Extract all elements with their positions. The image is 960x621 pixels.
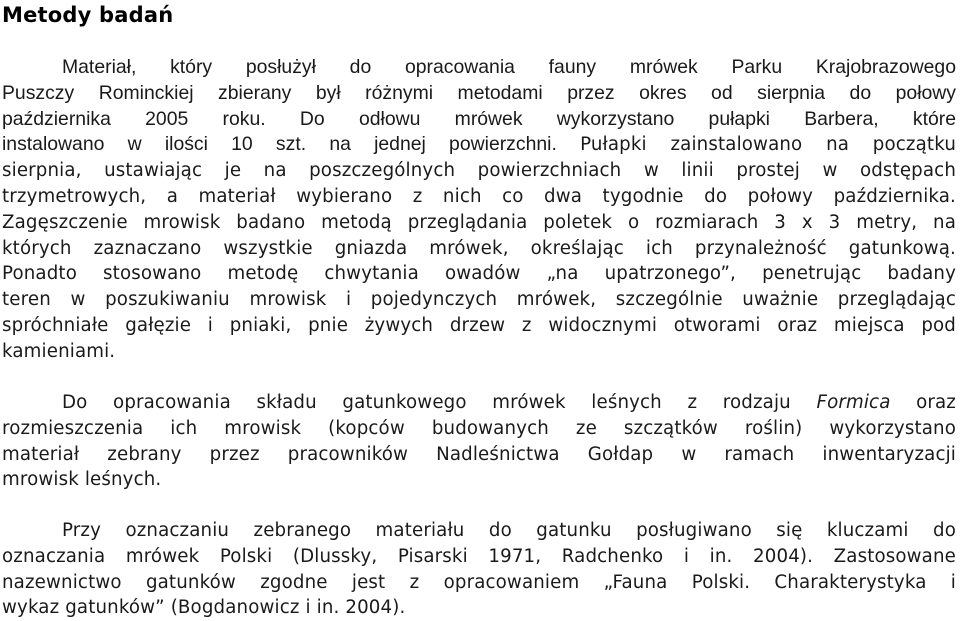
paragraph-line xyxy=(2,261,956,287)
paragraph-line xyxy=(2,236,956,262)
paragraph-line xyxy=(2,595,956,621)
text-segment: Pułapki zainstalowano na początku xyxy=(580,134,957,156)
section-heading: Metody badań xyxy=(2,3,174,27)
paragraph-line xyxy=(2,544,956,570)
text-segment: kamieniami. xyxy=(2,340,116,362)
paragraph-line xyxy=(2,442,956,468)
paragraph-line xyxy=(2,287,956,313)
text-segment: oznaczania mrówek Polski (Dlussky, Pisarski 1971, Radchenko i in. 2004). Zastosowane xyxy=(2,545,956,567)
text-segment: Do opracowania składu gatunkowego mrówek leśnych z rodzaju xyxy=(62,392,817,413)
text-segment: których zaznaczano wszystkie gniazda mrówek, określając ich przynależność gatunkową. xyxy=(2,237,956,259)
paragraph-line xyxy=(2,390,956,416)
text-segment: oraz xyxy=(890,392,957,413)
italic-genus-name: Formica xyxy=(816,392,891,413)
paragraph-formica-survey xyxy=(2,390,956,493)
paragraph-line xyxy=(2,339,956,365)
paragraph-line xyxy=(2,416,956,442)
text-segment: Przy oznaczaniu zebranego materiału do gatunku posługiwano się kluczami do xyxy=(62,520,956,541)
paragraph-line xyxy=(2,313,956,339)
text-segment: Puszczy Rominckiej zbierany był różnymi metodami przez okres od sierpnia do połowy xyxy=(2,81,956,104)
paragraph-line xyxy=(2,570,956,596)
text-segment: rozmieszczenia ich mrowisk (kopców budowanych ze szczątków roślin) wykorzystano xyxy=(2,417,956,439)
text-segment: sierpnia, ustawiając je na poszczególnych powierzchniach w linii prostej w odstępach xyxy=(2,160,956,182)
text-segment: materiał zebrany przez pracowników Nadleśnictwa Gołdap w ramach inwentaryzacji xyxy=(2,443,956,465)
paragraph-line xyxy=(2,184,956,210)
text-segment: mrowisk leśnych. xyxy=(2,469,162,491)
paragraph-line xyxy=(2,467,956,493)
paragraph-line xyxy=(2,132,956,158)
text-segment: teren w poszukiwaniu mrowisk i pojedynczych mrówek, szczególnie uważnie przeglądając xyxy=(2,289,956,311)
paragraph-line xyxy=(2,210,956,236)
paragraph-line xyxy=(2,518,956,544)
paragraph-identification-keys xyxy=(2,518,956,621)
paragraph-line xyxy=(2,55,956,81)
text-segment: października 2005 roku. Do odłowu mrówek wykorzystano pułapki Barbera, które xyxy=(2,107,956,130)
text-segment: nazewnictwo gatunków zgodne jest z opracowaniem „Fauna Polski. Charakterystyka i xyxy=(2,571,956,593)
text-segment: spróchniałe gałęzie i pniaki, pnie żywych drzew z widocznymi otworami oraz miejsca pod xyxy=(2,314,956,336)
paragraph-methods-collection xyxy=(2,55,956,365)
paragraph-line xyxy=(2,107,956,133)
paragraph-line xyxy=(2,81,956,107)
text-segment: Materiał, który posłużył do opracowania fauny mrówek Parku Krajobrazowego xyxy=(62,56,956,78)
text-segment: wykaz gatunków” (Bogdanowicz i in. 2004). xyxy=(2,597,406,619)
paragraph-line xyxy=(2,158,956,184)
text-segment: Zagęszczenie mrowisk badano metodą przeglądania poletek o rozmiarach 3 x 3 metry, na xyxy=(2,211,956,233)
text-segment: Ponadto stosowano metodę chwytania owadów „na upatrzonego”, penetrując badany xyxy=(2,263,956,285)
text-segment: instalowano w ilości 10 szt. na jednej powierzchni. xyxy=(2,133,581,156)
text-segment: trzymetrowych, a materiał wybierano z nich co dwa tygodnie do połowy października. xyxy=(2,185,956,207)
